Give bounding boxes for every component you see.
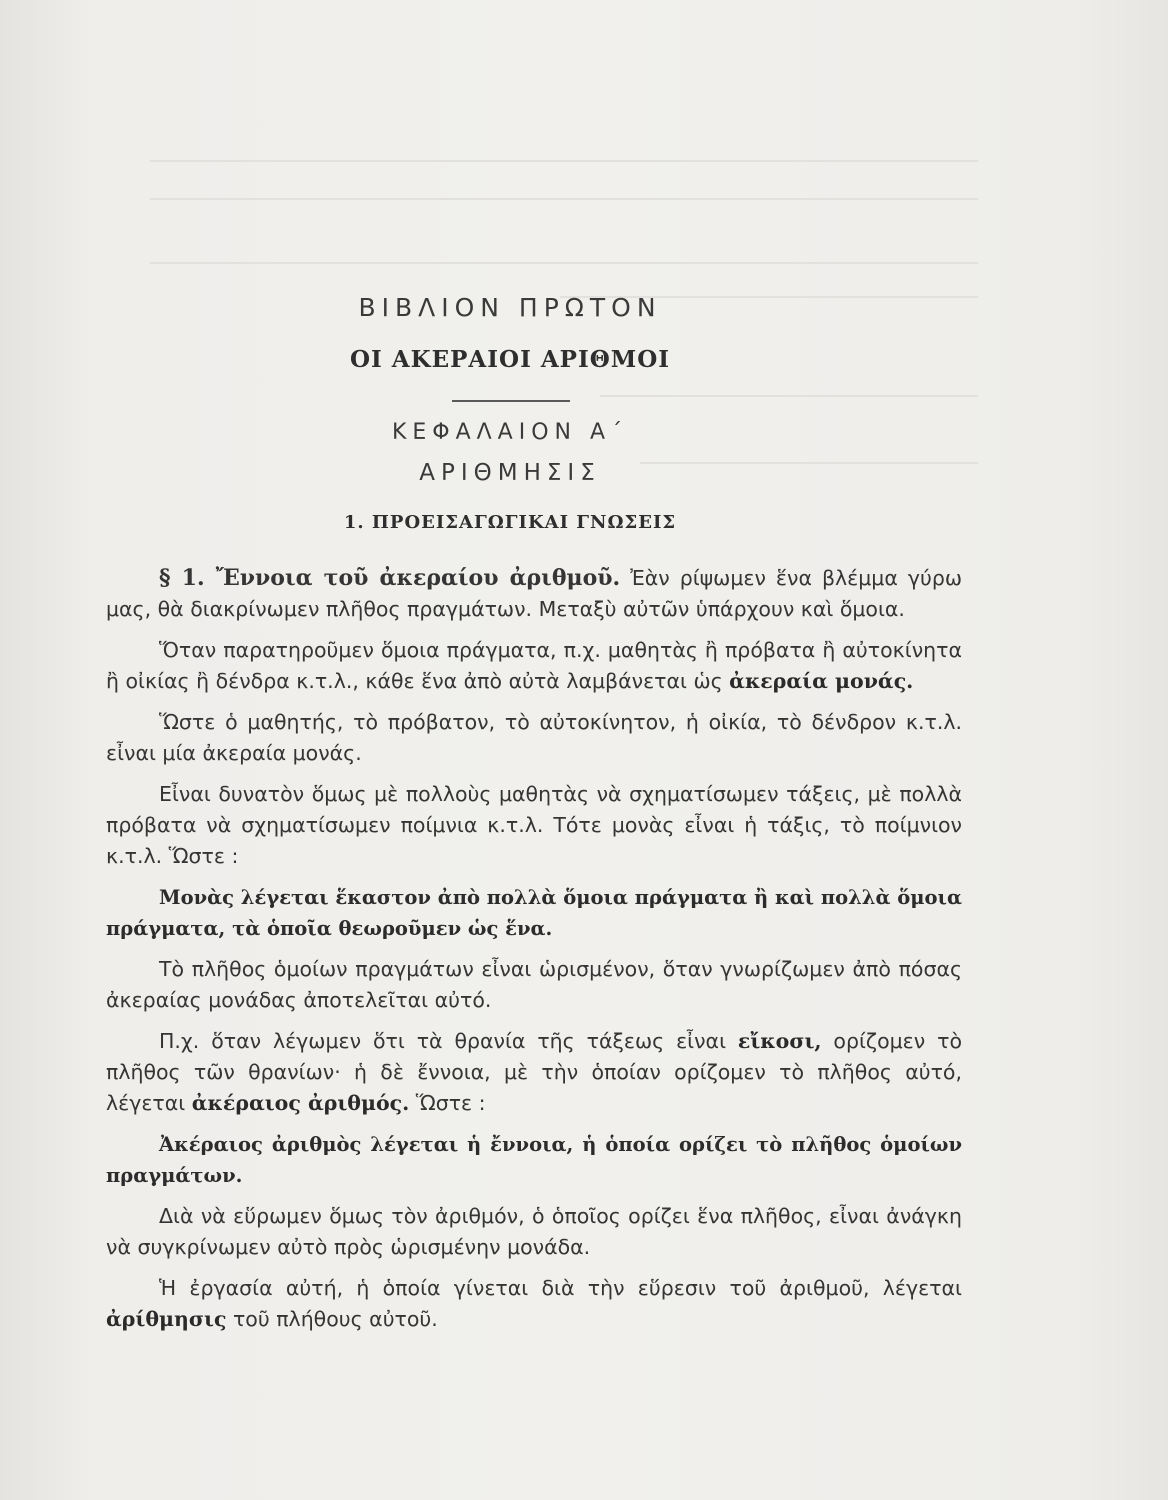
paragraph-text: Ὅταν παρατηροῦμεν ὅμοια πράγματα, π.χ. μαθητὰς ἢ πρόβατα ἢ αὐτοκίνητα ἢ οἰκίας ἢ δένδρα κ.τ.λ., κάθε ἕνα ἀπὸ αὐτὰ λαμβάνεται ὡς (106, 638, 962, 693)
section-heading: 1. ΠΡΟΕΙΣΑΓΩΓΙΚΑΙ ΓΝΩΣΕΙΣ (343, 512, 677, 533)
show-through-line (150, 160, 978, 162)
paragraph-text: ορίζομεν τὸ πλῆθος τῶν θρανίων· ἡ δὲ ἔννοια, μὲ τὴν ὁποίαν ορίζομεν τὸ πλῆθος αὐτό, λέγεται (106, 1029, 962, 1115)
paragraph-text: Ἡ ἐργασία αὐτή, ἡ ὁποία γίνεται διὰ τὴν εὕρεσιν τοῦ ἀριθμοῦ, λέγεται (159, 1276, 962, 1300)
bold-term: εἴκοσι, (737, 1029, 822, 1053)
show-through-line (600, 395, 978, 397)
paragraph (106, 635, 962, 697)
paragraph (106, 1026, 962, 1119)
show-through-line (150, 262, 978, 264)
paragraph-text: Ἐὰν ρίψωμεν ἕνα βλέμμα γύρω μας, θὰ διακρίνωμεν πλῆθος πραγμάτων. Μεταξὺ αὐτῶν ὑπάρχουν καὶ ὅμοια. (106, 566, 962, 621)
paragraph-text: Διὰ νὰ εὕρωμεν ὅμως τὸν ἀριθμόν, ὁ ὁποῖος ορίζει ἕνα πλῆθος, εἶναι ἀνάγκη νὰ συγκρίνωμεν αὐτὸ πρὸς ὡρισμένην μονάδα. (106, 1204, 962, 1259)
paragraph-text: Ὥστε : (409, 1091, 486, 1115)
show-through-line (150, 198, 978, 200)
paragraph-text: Ὥστε ὁ μαθητής, τὸ πρόβατον, τὸ αὐτοκίνητον, ἡ οἰκία, τὸ δένδρον κ.τ.λ. εἶναι μία ἀκεραία μονάς. (106, 710, 962, 765)
chapter-title: ΑΡΙΘΜΗΣΙΣ (419, 460, 601, 486)
paragraph (106, 1273, 962, 1335)
bold-term: ἀρίθμησις (106, 1307, 227, 1331)
paragraph-text: Εἶναι δυνατὸν ὅμως μὲ πολλοὺς μαθητὰς νὰ σχηματίσωμεν τάξεις, μὲ πολλὰ πρόβατα νὰ σχηματίσωμεν ποίμνια κ.τ.λ. Τότε μονὰς εἶναι ἡ τάξις, τὸ ποίμνιον κ.τ.λ. Ὥστε : (106, 782, 962, 868)
bold-term: ἀκέραιος ἀριθμός. (191, 1091, 410, 1115)
paragraph (106, 954, 962, 1016)
chapter-label: ΚΕΦΑΛΑΙΟΝ Α΄ (391, 420, 629, 445)
book-title: ΒΙΒΛΙΟΝ ΠΡΩΤΟΝ (358, 293, 662, 322)
paragraph (106, 707, 962, 769)
title-divider (452, 400, 570, 402)
paragraph (106, 1201, 962, 1263)
paragraph-text: Τὸ πλῆθος ὁμοίων πραγμάτων εἶναι ὡρισμένον, ὅταν γνωρίζωμεν ἀπὸ πόσας ἀκεραίας μονάδας ἀποτελεῖται αὐτό. (106, 957, 962, 1012)
body-text (106, 563, 962, 1345)
paragraph-text: Π.χ. ὅταν λέγωμεν ὅτι τὰ θρανία τῆς τάξεως εἶναι (159, 1029, 738, 1053)
paragraph-text: τοῦ πλήθους αὐτοῦ. (226, 1307, 438, 1331)
bold-term: ἀκεραία μονάς. (729, 669, 914, 693)
paragraph (106, 779, 962, 872)
book-subtitle: ΟΙ ΑΚΕΡΑΙΟΙ ΑΡΙΘΜΟΙ (349, 346, 671, 373)
definition: Ἀκέραιος ἀριθμὸς λέγεται ἡ ἔννοια, ἡ ὁποία ορίζει τὸ πλῆθος ὁμοίων πραγμάτων. (106, 1133, 962, 1187)
paragraph-heading: § 1. Ἔννοια τοῦ ἀκεραίου ἀριθμοῦ. (159, 565, 621, 591)
paragraph (106, 563, 962, 625)
definition: Μονὰς λέγεται ἕκαστον ἀπὸ πολλὰ ὅμοια πράγματα ἢ καὶ πολλὰ ὅμοια πράγματα, τὰ ὁποῖα θεωροῦμεν ὡς ἕνα. (106, 886, 962, 940)
